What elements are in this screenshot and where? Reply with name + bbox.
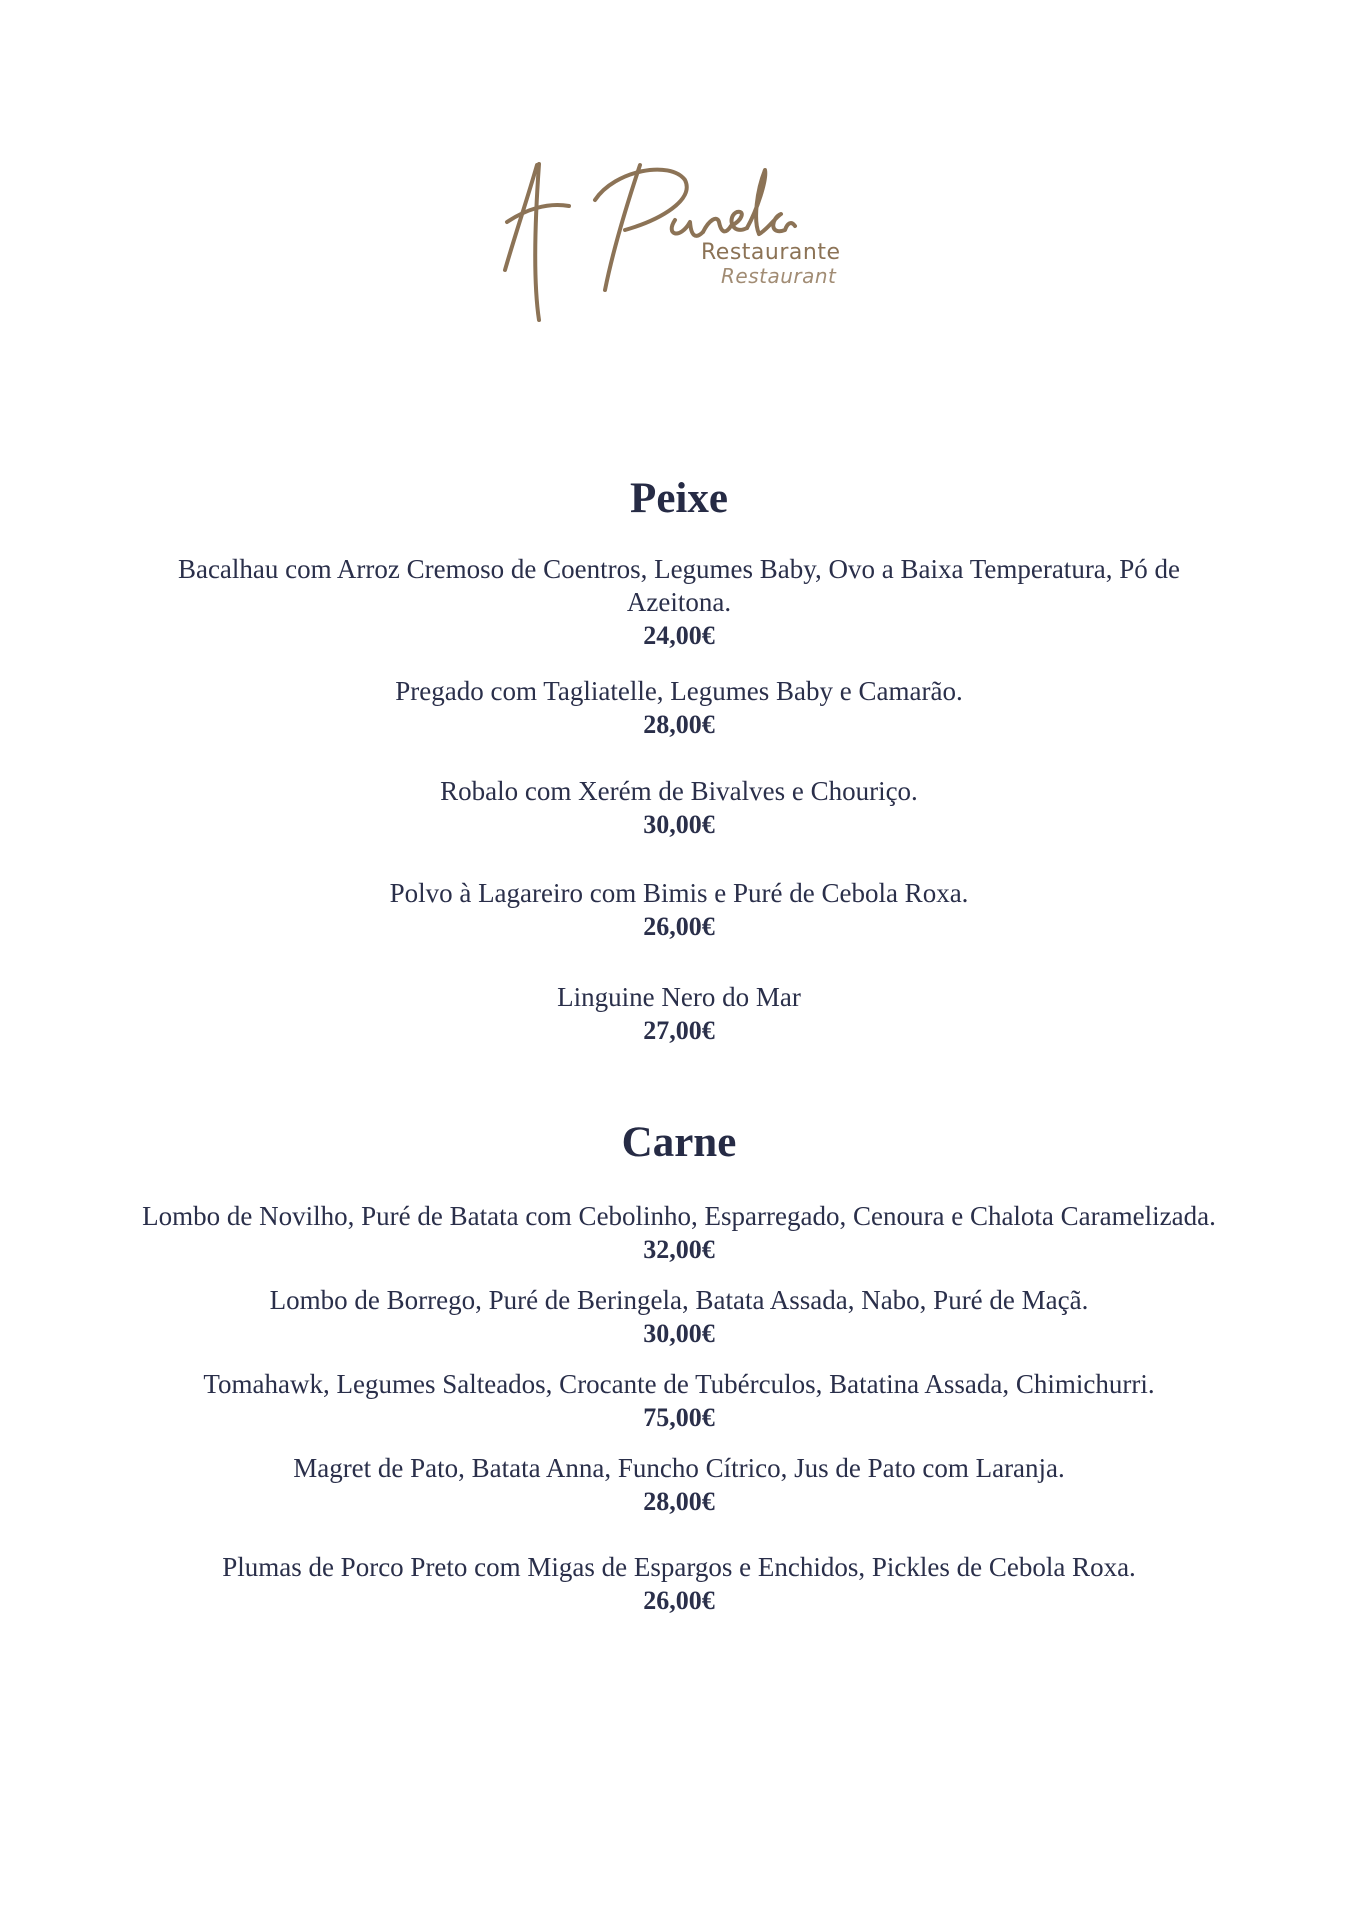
item-price: 28,00€ [643,710,715,739]
item-description: Lombo de Novilho, Puré de Batata com Cebolinho, Esparregado, Cenoura e Chalota Caramelizada. [142,1201,1216,1231]
item-description: Magret de Pato, Batata Anna, Funcho Cítrico, Jus de Pato com Laranja. [293,1453,1065,1483]
item-price: 30,00€ [643,810,715,839]
item-description: Bacalhau com Arroz Cremoso de Coentros, Legumes Baby, Ovo a Baixa Temperatura, Pó de Azeitona. [177,554,1181,617]
item-price: 24,00€ [643,621,715,650]
logo-subtitle-pt: Restaurante [701,240,841,265]
item-description: Robalo com Xerém de Bivalves e Chouriço. [440,776,918,806]
section-peixe [0,474,1358,1047]
item-price: 30,00€ [643,1319,715,1348]
item-price: 75,00€ [643,1403,715,1432]
logo-subtitle-en: Restaurant [721,264,837,288]
menu-item [139,553,1219,652]
menu-item [139,775,1219,841]
item-price: 26,00€ [643,1586,715,1615]
item-price: 32,00€ [643,1235,715,1264]
item-description: Tomahawk, Legumes Salteados, Crocante de Tubérculos, Batatina Assada, Chimichurri. [203,1369,1155,1399]
item-description: Pregado com Tagliatelle, Legumes Baby e Camarão. [395,676,963,706]
menu-item [139,877,1219,943]
item-description: Lombo de Borrego, Puré de Beringela, Batata Assada, Nabo, Puré de Maçã. [269,1285,1089,1315]
item-description: Polvo à Lagareiro com Bimis e Puré de Cebola Roxa. [389,878,969,908]
item-description: Linguine Nero do Mar [557,982,801,1012]
menu-item [139,1368,1219,1434]
item-price: 27,00€ [643,1016,715,1045]
menu-item [139,1200,1219,1266]
menu-item [139,675,1219,741]
section-carne [0,1118,1358,1617]
menu-item [139,1284,1219,1350]
item-price: 26,00€ [643,912,715,941]
item-description: Plumas de Porco Preto com Migas de Espargos e Enchidos, Pickles de Cebola Roxa. [222,1552,1136,1582]
menu-item [139,1551,1219,1617]
restaurant-logo [495,140,875,340]
item-price: 28,00€ [643,1487,715,1516]
menu-item [139,1452,1219,1518]
section-title: Carne [621,1119,737,1166]
section-title: Peixe [630,475,728,522]
menu-item [139,981,1219,1047]
